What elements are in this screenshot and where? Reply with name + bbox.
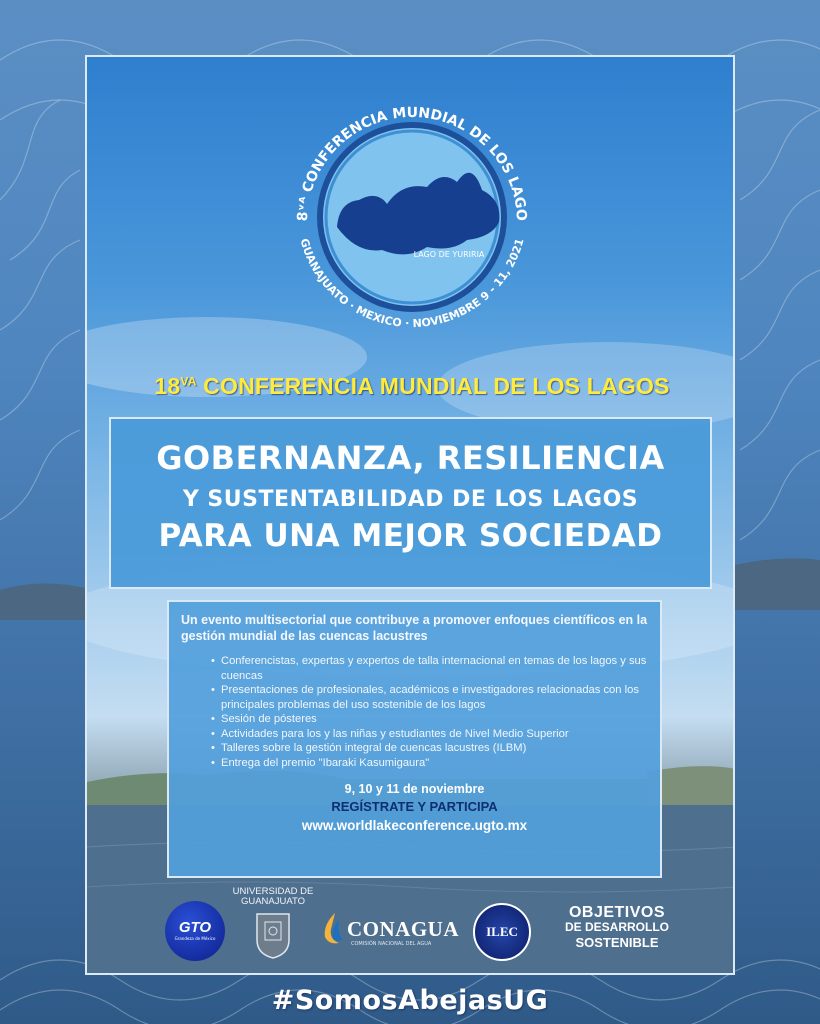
register-call-to-action[interactable]: REGÍSTRATE Y PARTICIPA — [331, 799, 498, 814]
logo-ring-bottom: GUANAJUATO · MEXICO · NOVIEMBRE 9 - 11, 2021 — [297, 237, 527, 331]
list-item: • Actividades para los y las niñas y estudiantes de Nivel Medio Superior — [221, 727, 648, 742]
list-item: • Conferencistas, expertas y expertos de talla internacional en temas de los lagos y sus cuencas — [221, 654, 648, 683]
list-item: • Entrega del premio "Ibaraki Kasumigaura" — [221, 756, 648, 771]
conagua-drop-icon — [317, 911, 347, 947]
conference-subtitle: $18^{VA}$ CONFERENCIA MUNDIAL DE LOS LAGOS — [154, 373, 670, 399]
list-item: • Presentaciones de profesionales, académicos e investigadores relacionadas con los principales problemas del uso sostenible de los lagos — [221, 683, 648, 712]
ilec-logo: ILEC — [473, 903, 531, 961]
headline-line-3: PARA UNA MEJOR SOCIEDAD — [158, 518, 663, 554]
headline-line-2: Y SUSTENTABILIDAD DE LOS LAGOS — [182, 487, 639, 512]
hashtag: #SomosAbejasUG — [271, 985, 549, 1016]
list-item: • Talleres sobre la gestión integral de cuencas lacustres (ILBM) — [221, 741, 648, 756]
conagua-logo: CONAGUA COMISIÓN NACIONAL DEL AGUA — [317, 911, 467, 951]
headline-line-1: GOBERNANZA, RESILIENCIA — [156, 439, 665, 477]
gto-logo: GTO Grandeza de México — [165, 901, 225, 961]
intro-text: Un evento multisectorial que contribuye a promover enfoques científicos en la gestión mundial de las cuencas lacustres — [181, 613, 648, 643]
lake-label: LAGO DE YURIRIA — [413, 250, 485, 259]
sponsor-logos — [87, 886, 735, 965]
ug-seal-icon — [253, 910, 293, 960]
info-box — [167, 600, 662, 878]
ods-logo: OBJETIVOS DE DESARROLLO SOSTENIBLE — [564, 904, 669, 950]
headline-box — [109, 417, 712, 589]
poster — [85, 55, 735, 975]
feature-list — [181, 654, 648, 770]
list-item: • Sesión de pósteres — [221, 712, 648, 727]
conference-logo — [267, 72, 557, 362]
website-link[interactable]: www.worldlakeconference.ugto.mx — [301, 818, 528, 833]
universidad-guanajuato-logo: UNIVERSIDAD DE GUANAJUATO — [227, 887, 319, 964]
event-dates: 9, 10 y 11 de noviembre — [344, 782, 485, 796]
logo-ring-top: 8ᵛᴬ CONFERENCIA MUNDIAL DE LOS LAGO — [294, 104, 530, 222]
